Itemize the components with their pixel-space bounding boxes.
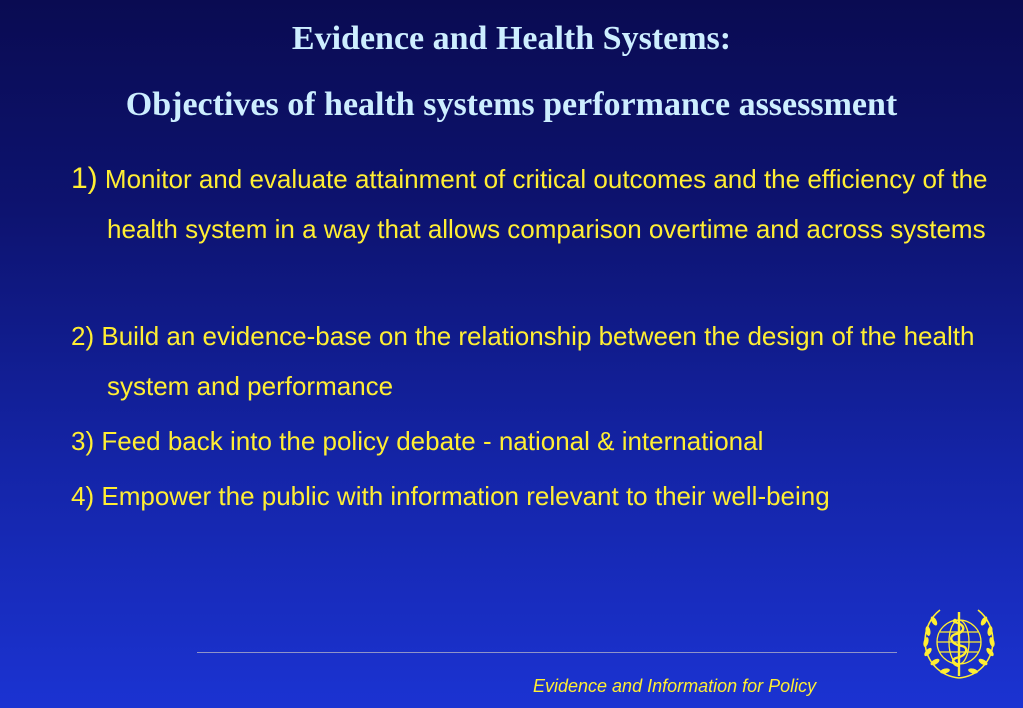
slide-subtitle: Objectives of health systems performance assessment bbox=[125, 86, 898, 123]
objective-number: 2) bbox=[71, 321, 95, 351]
slide-title: Evidence and Health Systems: bbox=[291, 20, 732, 57]
objective-number: 4) bbox=[71, 481, 95, 511]
objective-text: Empower the public with information relevant to their well-being bbox=[101, 481, 830, 511]
objective-text: Build an evidence-base on the relationship between the design of the health system and performance bbox=[101, 321, 975, 401]
objective-text: Monitor and evaluate attainment of critical outcomes and the efficiency of the health system in a way that allows comparison overtime and across systems bbox=[104, 164, 988, 244]
footer-divider bbox=[197, 652, 897, 653]
objective-item-4 bbox=[71, 471, 1007, 521]
objective-number: 3) bbox=[71, 426, 95, 456]
objective-number: 1) bbox=[71, 162, 98, 195]
footer-text: Evidence and Information for Policy bbox=[533, 676, 817, 696]
who-emblem-icon bbox=[918, 604, 1000, 682]
objective-item-1 bbox=[71, 154, 1007, 254]
objective-text: Feed back into the policy debate - national & international bbox=[101, 426, 764, 456]
objective-item-3 bbox=[71, 416, 1007, 466]
objective-item-2 bbox=[71, 311, 1007, 411]
